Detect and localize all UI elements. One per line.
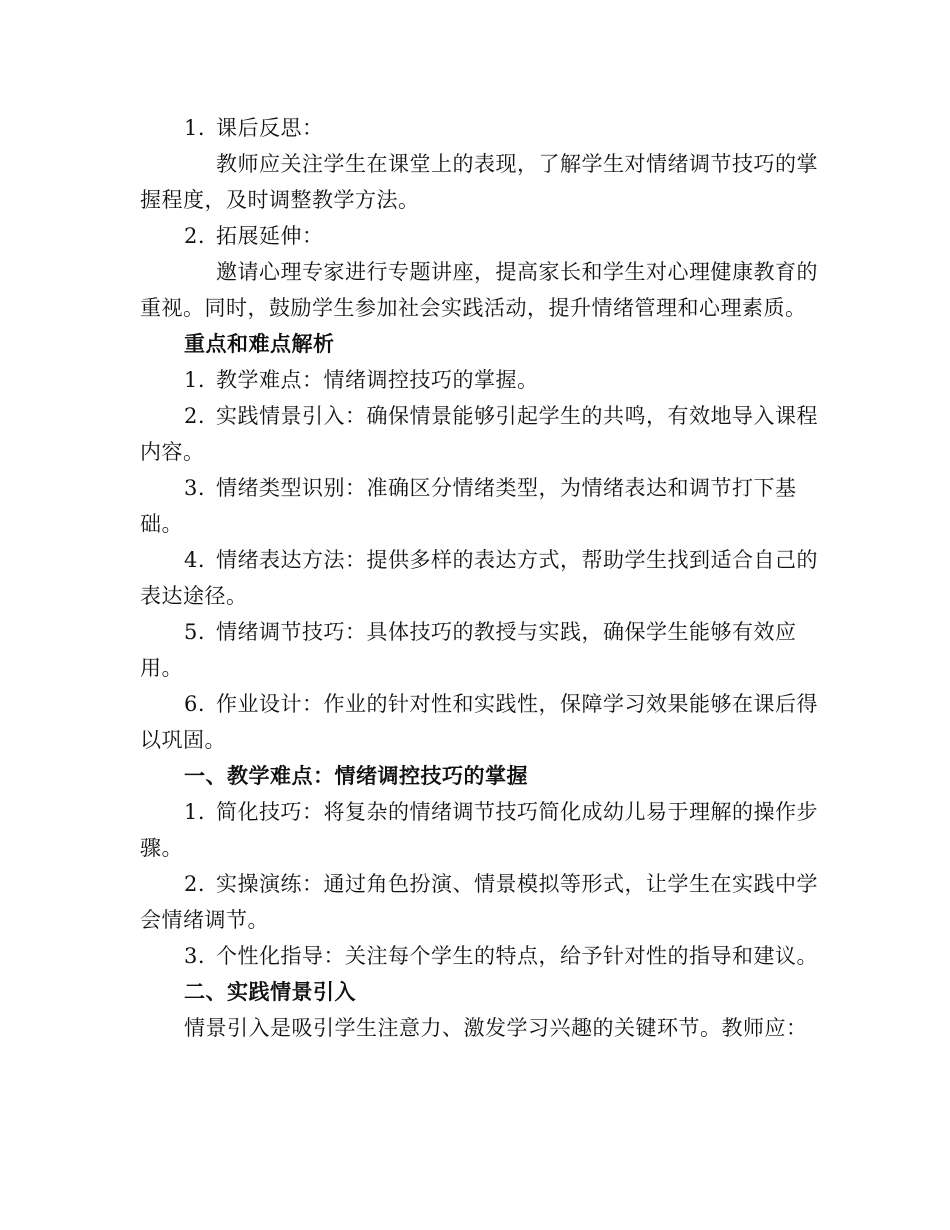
list-item — [140, 542, 820, 614]
list-number: 3. — [184, 476, 206, 500]
list-number: 2. — [184, 872, 206, 896]
list-item — [140, 110, 820, 146]
list-item-text: 情绪表达方法：提供多样的表达方式，帮助学生找到适合自己的表达途径。 — [140, 548, 818, 608]
list-item-text: 课后反思： — [216, 116, 324, 140]
list-item-text: 实践情景引入：确保情景能够引起学生的共鸣，有效地导入课程内容。 — [140, 404, 818, 464]
section-heading: 二、实践情景引入 — [184, 979, 356, 1004]
list-number: 3. — [184, 944, 206, 968]
list-item — [140, 866, 820, 938]
body-paragraph: 邀请心理专家进行专题讲座，提高家长和学生对心理健康教育的重视。同时，鼓励学生参加社会实践活动，提升情绪管理和心理素质。 — [140, 260, 818, 320]
list-number: 1. — [184, 368, 206, 392]
section-heading: 重点和难点解析 — [184, 331, 335, 356]
body-paragraph: 教师应关注学生在课堂上的表现，了解学生对情绪调节技巧的掌握程度，及时调整教学方法。 — [140, 152, 818, 212]
list-number: 2. — [184, 224, 206, 248]
list-item — [140, 686, 820, 758]
list-item — [140, 794, 820, 866]
list-item — [140, 938, 820, 974]
list-number: 2. — [184, 404, 206, 428]
list-item — [140, 470, 820, 542]
list-item-text: 简化技巧：将复杂的情绪调节技巧简化成幼儿易于理解的操作步骤。 — [140, 800, 818, 860]
list-item — [140, 362, 820, 398]
section-heading: 一、教学难点：情绪调控技巧的掌握 — [184, 763, 528, 788]
list-number: 4. — [184, 548, 206, 572]
body-paragraph: 情景引入是吸引学生注意力、激发学习兴趣的关键环节。教师应： — [184, 1016, 808, 1040]
list-item-text: 情绪类型识别：准确区分情绪类型，为情绪表达和调节打下基础。 — [140, 476, 797, 536]
list-number: 6. — [184, 692, 206, 716]
list-number: 1. — [184, 116, 206, 140]
list-item-text: 实操演练：通过角色扮演、情景模拟等形式，让学生在实践中学会情绪调节。 — [140, 872, 818, 932]
list-item-text: 情绪调节技巧：具体技巧的教授与实践，确保学生能够有效应用。 — [140, 620, 797, 680]
list-item — [140, 398, 820, 470]
list-item-text: 作业设计：作业的针对性和实践性，保障学习效果能够在课后得以巩固。 — [140, 692, 818, 752]
list-item-text: 个性化指导：关注每个学生的特点，给予针对性的指导和建议。 — [216, 944, 818, 968]
list-item — [140, 218, 820, 254]
list-item — [140, 614, 820, 686]
list-item-text: 拓展延伸： — [216, 224, 324, 248]
list-number: 1. — [184, 800, 206, 824]
list-item-text: 教学难点：情绪调控技巧的掌握。 — [216, 368, 539, 392]
list-number: 5. — [184, 620, 206, 644]
document-body — [140, 110, 820, 1046]
